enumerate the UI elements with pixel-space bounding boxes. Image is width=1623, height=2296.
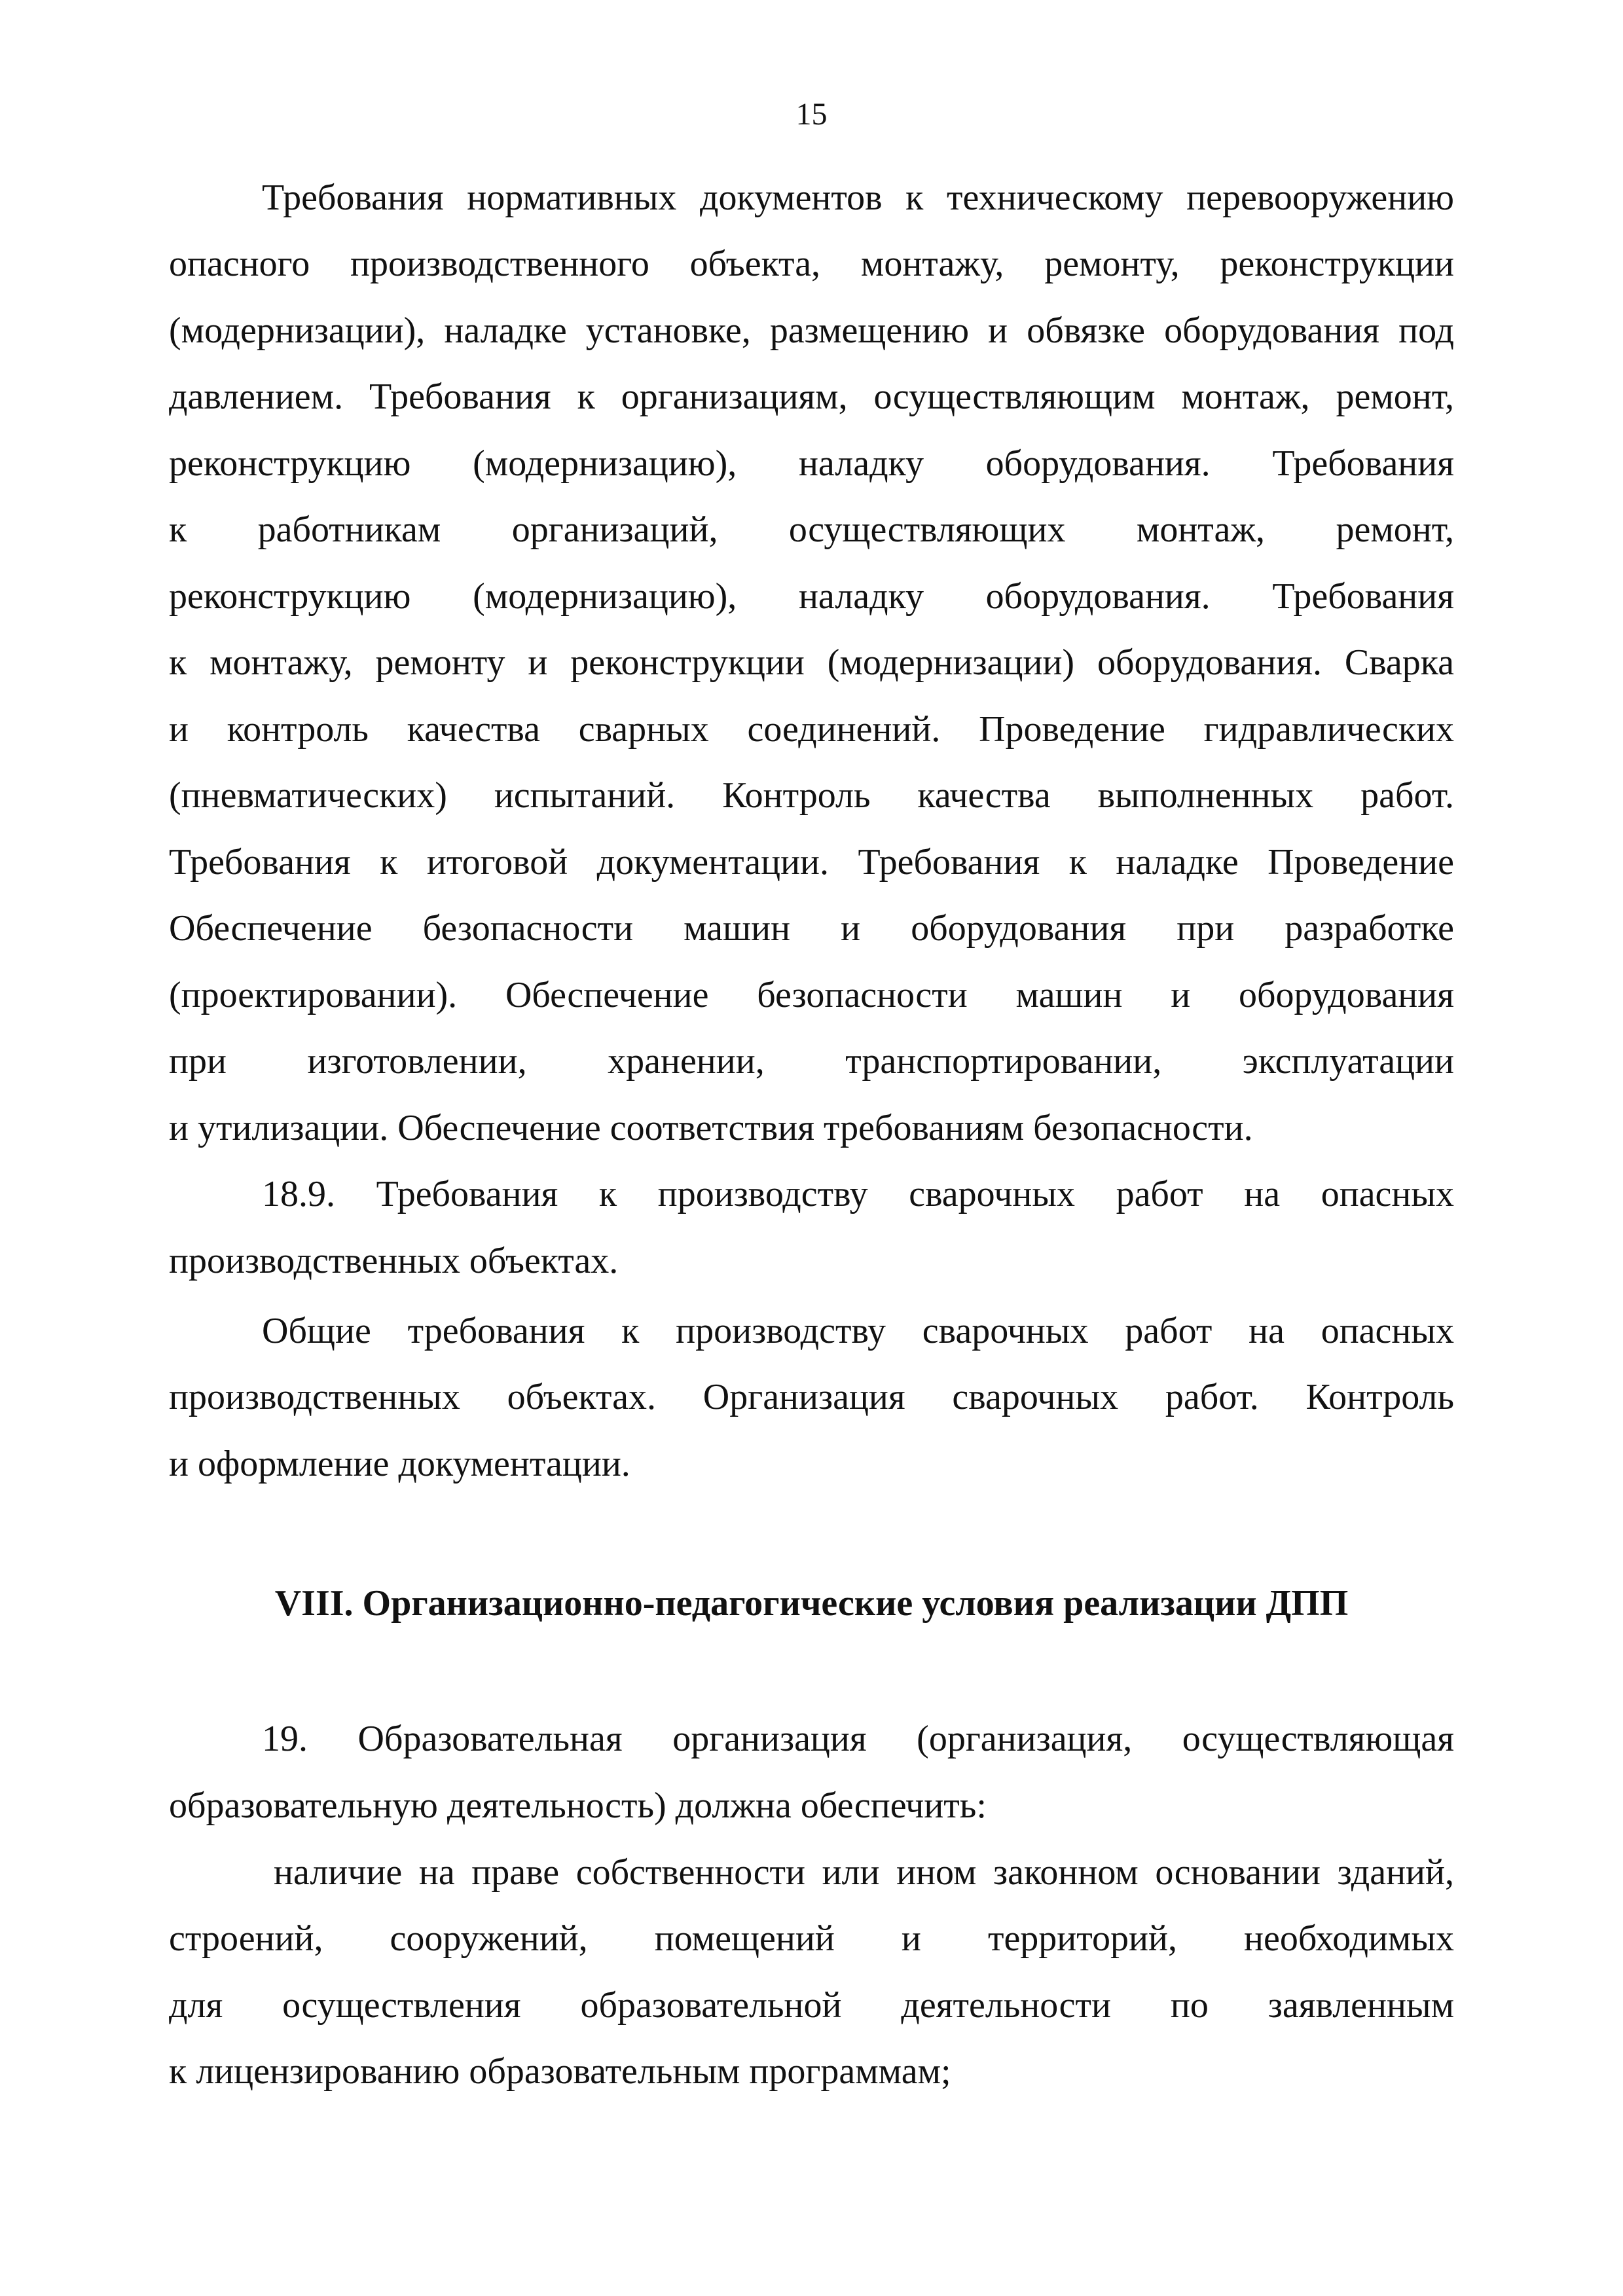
text-line: наличие на праве собственности или ином законном основании зданий,	[274, 1852, 1454, 1893]
text-line: к работникам организаций, осуществляющих монтаж, ремонт,	[169, 509, 1454, 550]
text-line: при изготовлении, хранении, транспортировании, эксплуатации	[169, 1041, 1454, 1082]
page-number: 15	[795, 97, 828, 132]
text-line: 18.9. Требования к производству сварочных работ на опасных	[262, 1174, 1454, 1214]
text-line: опасного производственного объекта, монтажу, ремонту, реконструкции	[169, 244, 1454, 284]
text-line: (модернизации), наладке установке, размещению и обвязке оборудования под	[169, 310, 1454, 351]
text-line: образовательную деятельность) должна обеспечить:	[169, 1785, 987, 1826]
section-heading: VIII. Организационно-педагогические условия реализации ДПП	[274, 1583, 1349, 1624]
text-line: реконструкцию (модернизацию), наладку оборудования. Требования	[169, 443, 1454, 484]
text-line: и оформление документации.	[169, 1444, 630, 1484]
text-line: и контроль качества сварных соединений. Проведение гидравлических	[169, 709, 1454, 750]
text-line: (пневматических) испытаний. Контроль качества выполненных работ.	[169, 775, 1454, 816]
text-line: производственных объектах. Организация сварочных работ. Контроль	[169, 1377, 1454, 1417]
text-line: к лицензированию образовательным программам;	[169, 2051, 951, 2092]
text-line: Требования к итоговой документации. Требования к наладке Проведение	[169, 842, 1454, 883]
text-line: к монтажу, ремонту и реконструкции (модернизации) оборудования. Сварка	[169, 642, 1454, 683]
text-line: реконструкцию (модернизацию), наладку оборудования. Требования	[169, 576, 1454, 617]
text-line: для осуществления образовательной деятельности по заявленным	[169, 1985, 1454, 2026]
text-line: давлением. Требования к организациям, осуществляющим монтаж, ремонт,	[169, 376, 1454, 417]
text-line: строений, сооружений, помещений и территорий, необходимых	[169, 1918, 1454, 1959]
text-line: и утилизации. Обеспечение соответствия требованиям безопасности.	[169, 1108, 1253, 1148]
text-line: производственных объектах.	[169, 1241, 619, 1281]
text-line: Общие требования к производству сварочных работ на опасных	[262, 1311, 1454, 1351]
text-line: (проектировании). Обеспечение безопасности машин и оборудования	[169, 975, 1454, 1015]
text-line: Требования нормативных документов к техническому перевооружению	[262, 177, 1454, 218]
text-line: Обеспечение безопасности машин и оборудования при разработке	[169, 908, 1454, 949]
text-line: 19. Образовательная организация (организация, осуществляющая	[262, 1719, 1454, 1759]
